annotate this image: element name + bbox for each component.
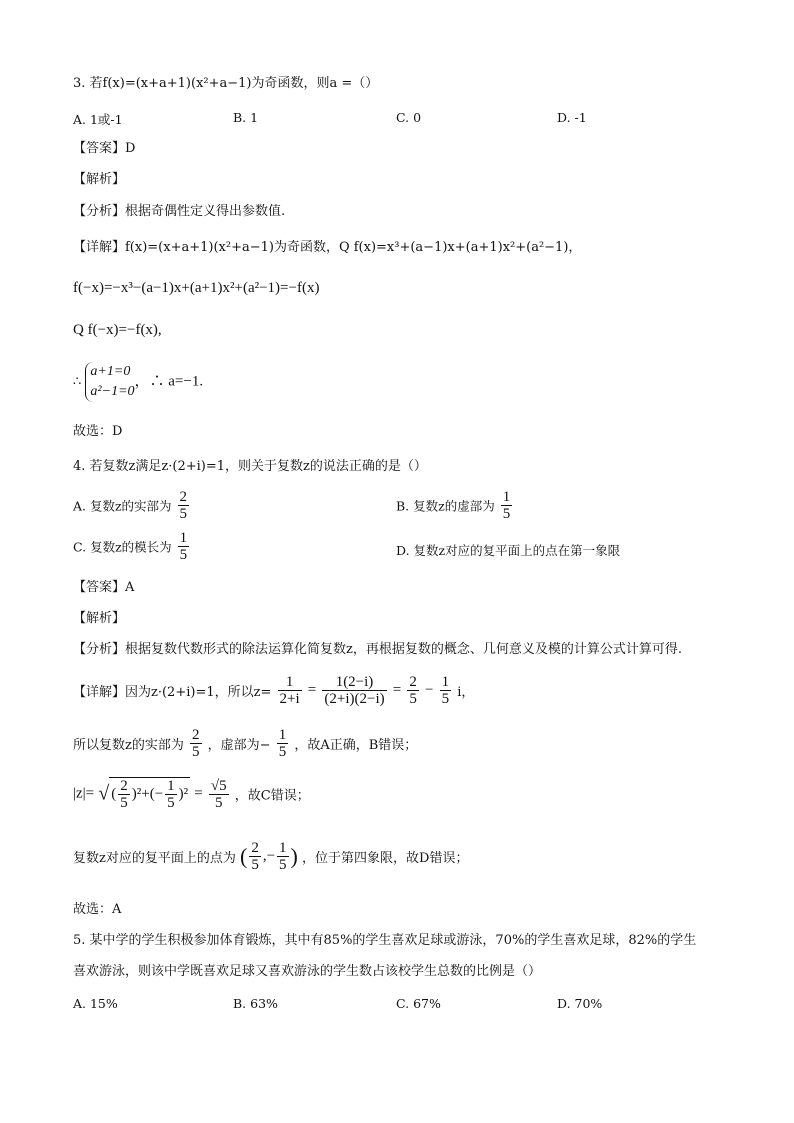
q4-detail-2: 所以复数z的实部为 $\frac{2}{5}$ ，虚部为− $\frac{1}{5}$ ，故A正确，B错误； (73, 727, 418, 760)
q4-detail-3: |z|= √ ( $\frac{2}{5}$ )²+(− $\frac{1}{5}$ )² = $\frac{√5}{5}$ ，故C错误； (73, 777, 310, 811)
q4-answer: 【答案】A (73, 580, 135, 595)
q4-option-c: C. 复数z的模长为 $\frac{1}{5}$ (73, 530, 188, 563)
q4-conclusion: 故选：A (73, 902, 122, 917)
q4-detail-1: 【详解】因为z·(2+i)=1，所以z= $\frac{1}{2+i}$ = $\frac{1(2-i)}{(2+i)(2-i)}$ = $\frac{2}{5}$ − $\frac{1}{5}$ i， (73, 674, 475, 707)
q4-option-b: B. 复数z的虚部为 $\frac{1}{5}$ (396, 489, 511, 522)
q3-detail-3: Q f(−x)=−f(x), (73, 322, 162, 338)
sqrt-expression: ( $\frac{2}{5}$ )²+(− $\frac{1}{5}$ )² (111, 778, 189, 811)
q3-option-b: B. 1 (233, 110, 259, 125)
q3-conclusion: 故选：D (73, 424, 123, 439)
q3-answer: 【答案】D (73, 141, 136, 156)
q3-analysis-tag: 【解析】 (73, 172, 126, 187)
q5-option-b: B. 63% (233, 996, 278, 1011)
q3-system: ∴ a+1=0 a²−1=0 ，∴ a=−1. (73, 362, 203, 402)
q4-fenxi: 【分析】根据复数代数形式的除法运算化简复数z，再根据复数的概念、几何意义及模的计算公式计算可得. (73, 642, 682, 657)
q4-analysis-tag: 【解析】 (73, 611, 126, 626)
q3-option-a: A. 1或-1 (73, 112, 123, 127)
q5-option-a: A. 15% (73, 996, 118, 1011)
q4-detail-4: 复数z对应的复平面上的点为 ( $\frac{2}{5}$ ,− $\frac{1}{5}$ ) ，位于第四象限，故D错误； (73, 840, 469, 873)
q4-option-a: A. 复数z的实部为 $\frac{2}{5}$ (73, 489, 188, 522)
q3-option-c: C. 0 (396, 110, 422, 125)
q5-stem-line-2: 喜欢游泳，则该中学既喜欢足球又喜欢游泳的学生数占该校学生总数的比例是（） (73, 964, 542, 979)
q3-option-d: D. -1 (557, 110, 587, 125)
q5-option-d: D. 70% (557, 996, 603, 1011)
q4-option-d: D. 复数z对应的复平面上的点在第一象限 (396, 543, 621, 558)
q5-stem-line-1: 5. 某中学的学生积极参加体育锻炼，其中有85%的学生喜欢足球或游泳，70%的学生喜欢足球，82%的学生 (73, 933, 697, 948)
q3-detail-2: f(−x)=−x³−(a−1)x+(a+1)x²+(a²−1)=−f(x) (73, 280, 320, 296)
equation-system: a+1=0 a²−1=0 (85, 362, 134, 402)
q5-option-c: C. 67% (396, 996, 441, 1011)
q3-detail-1: 【详解】f(x)=(x+a+1)(x²+a−1)为奇函数，Q f(x)=x³+(a−1)x+(a+1)x²+(a²−1)， (73, 240, 582, 255)
q4-stem: 4. 若复数z满足z·(2+i)=1，则关于复数z的说法正确的是（） (73, 459, 427, 474)
q3-stem: 3. 若f(x)=(x+a+1)(x²+a−1)为奇函数，则a =（） (73, 76, 379, 91)
q3-fenxi: 【分析】根据奇偶性定义得出参数值. (73, 204, 286, 219)
